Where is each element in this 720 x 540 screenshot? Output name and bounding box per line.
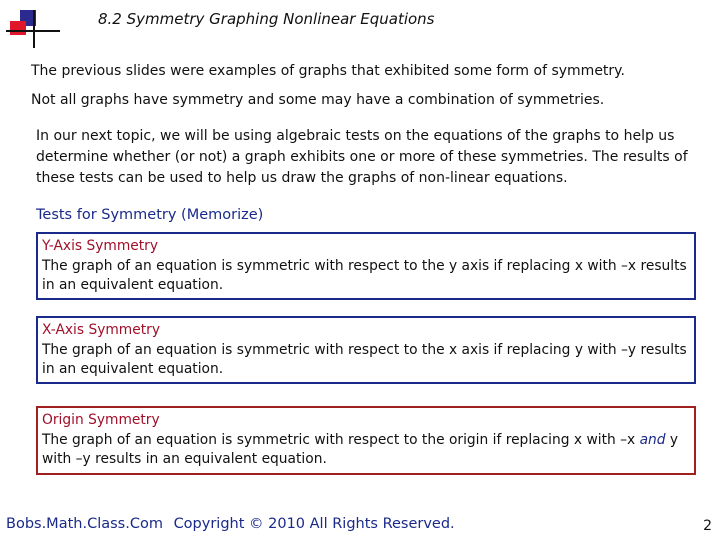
y-axis-symmetry-title: Y-Axis Symmetry — [42, 238, 159, 254]
footer-copyright: Copyright © 2010 All Rights Reserved. — [173, 516, 455, 532]
origin-symmetry-box — [36, 406, 696, 475]
page-number: 2 — [703, 518, 712, 534]
origin-symmetry-and: and — [639, 431, 666, 448]
origin-symmetry-body — [42, 432, 678, 468]
origin-symmetry-title: Origin Symmetry — [42, 412, 160, 428]
footer-site-link[interactable]: Bobs.Math.Class.Com — [6, 516, 163, 532]
x-axis-symmetry-body: The graph of an equation is symmetric with respect to the x axis if replacing y with –y results in an equivalent equation. — [42, 341, 687, 377]
intro-paragraph-1: The previous slides were examples of graphs that exhibited some form of symmetry. — [31, 63, 625, 79]
x-axis-symmetry-title: X-Axis Symmetry — [42, 322, 160, 338]
x-axis-symmetry-box — [36, 316, 696, 384]
logo-horizontal-line — [6, 30, 60, 32]
intro-paragraph-2: Not all graphs have symmetry and some may have a combination of symmetries. — [31, 92, 605, 108]
intro-paragraph-3: In our next topic, we will be using algebraic tests on the equations of the graphs to help us determine whether (or not) a graph exhibits one or more of these symmetries. The results of these tests can be used to help us draw the graphs of non-linear equations. — [36, 128, 688, 186]
y-axis-symmetry-box — [36, 232, 696, 300]
tests-heading: Tests for Symmetry (Memorize) — [36, 207, 264, 223]
logo-vertical-line — [33, 10, 35, 48]
slide-title: 8.2 Symmetry Graphing Nonlinear Equations — [98, 10, 435, 28]
origin-symmetry-body-start: The graph of an equation is symmetric with respect to the origin if replacing x with –x — [42, 431, 640, 448]
origin-symmetry-body-end: y with –y results in an equivalent equation. — [42, 431, 679, 467]
slide-logo — [0, 0, 64, 52]
logo-red-square — [10, 21, 26, 35]
slide-footer — [6, 516, 455, 532]
y-axis-symmetry-body: The graph of an equation is symmetric with respect to the y axis if replacing x with –x results in an equivalent equation. — [42, 257, 687, 293]
